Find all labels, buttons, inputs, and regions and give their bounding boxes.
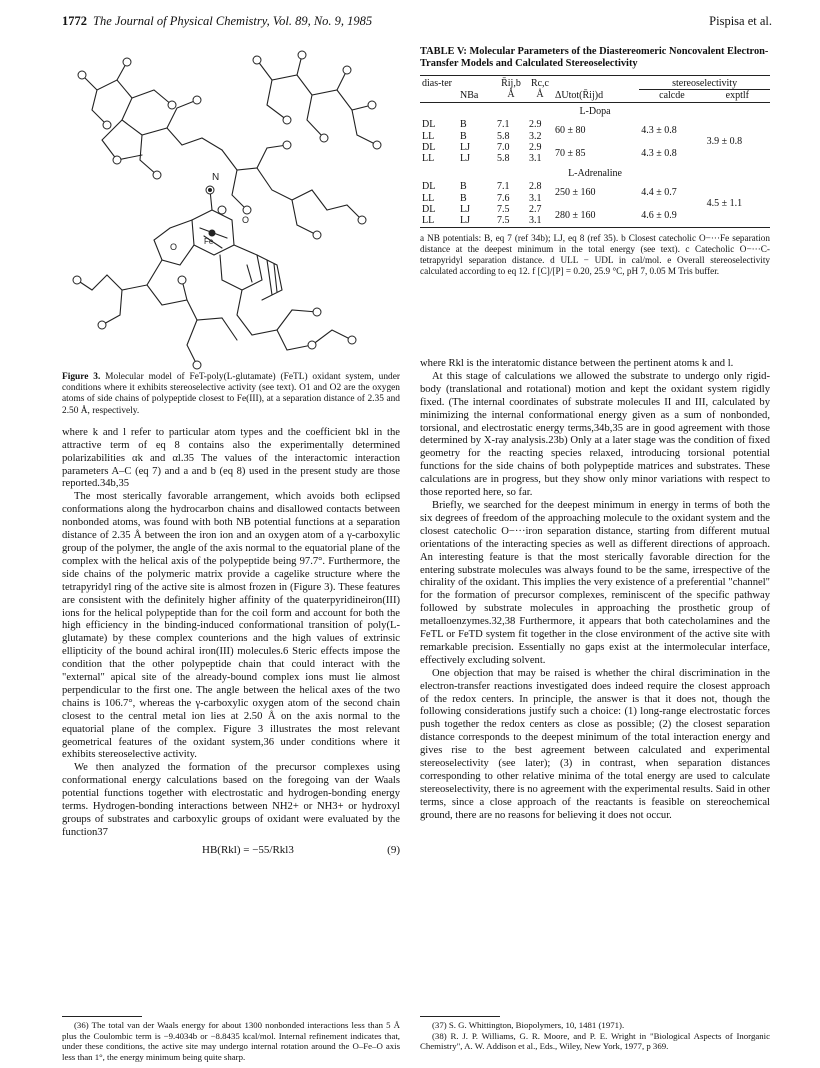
table-row: LL B 7.6 3.1 — [422, 192, 542, 204]
col-header-stereoselectivity: stereoselectivity — [639, 76, 770, 90]
figure-3-caption: Figure 3. Molecular model of FeT-poly(L-glutamate) (FeTL) oxidant system, under conditions where it exhibits stereoselective activity (see text). O1 and O2 are the oxygen atoms of side chains of polypeptide closest to Fe(III), at a separation distance of 2.35 and 2.50 Å, respectively. — [62, 372, 401, 416]
table-row: DL LJ 7.5 2.7 280 ± 160 4.6 ± 0.9 — [422, 204, 677, 221]
col-header-nb: NBa — [460, 90, 479, 101]
table-row: DL LJ 7.0 2.9 70 ± 85 4.3 ± 0.8 — [422, 142, 677, 159]
col-header-diaster: dias-ter — [422, 78, 452, 89]
paragraph: The most sterically favorable arrangement, which avoids both eclipsed conformations along the hydrocarbon chains and disallowed contacts between nonbonded atoms, was found with both NB potential functions at a separation distance of 2.35 Å between the iron ion and an oxygen atom of a γ-carboxylic group of the polymer, the angle of the axis normal to the equatorial plane of the complex with the helical axis of the polypeptide being 97.7°. Furthermore, the side chains of the polymeric matrix provide a cagelike structure where the tetrapyridyl ring of the active site is almost frozen in (Figure 3). These features are consistent with the definitely higher affinity of the quaterpyridineiron(III) ions for the helical polypeptide than for the coil form and account for both the high efficiency in the binding-induced conformational transition of poly(L-glutamate) by these complex counterions and the high values of extrinsic ellipticity of the bound achiral iron(III) molecules.6 Steric effects impose the condition that the other polypeptide chain that could interact with the "external" apical site of the already-bound complex ions must lie almost perpendicular to the first one. The angle between the helical axes of the two chains is 106.7°, whereas the γ-carboxylic oxygen atom of the second chain closest to the central metal ion lies at 2.50 Å on the axis normal to the equatorial plane of the complex. Figure 3 illustrates the most relevant geometrical features of the oxidant system,36 under conditions where it exhibits stereoselective activity. — [62, 491, 400, 761]
table-footnotes: a NB potentials: B, eq 7 (ref 34b); LJ, eq 8 (ref 35). b Closest catecholic O−···Fe separation distance at the deepest minimum in the total energy (see text). c Catecholic O−···C-tetrapyridyl separation distance. d ULL − UDL in cal/mol. e Overall stereoselectivity calculated according to eq 12. f [C]/[P] = 0.20, 25.9 °C, pH 7, 0.05 M Tris buffer. — [420, 232, 770, 276]
footnote-rule — [62, 1016, 142, 1017]
atom-label-n: N — [212, 172, 220, 183]
footnote-rule — [420, 1016, 500, 1017]
paragraph: Briefly, we searched for the deepest minimum in energy in terms of both the six degrees of freedom of the approaching molecule to the oxidant system and the closest catecholic O−···iron separation distance, starting from different mutual orientations of the interacting species as well as different directions of approach. An interesting feature is that the most sterically favorable direction for the entering substrate molecules was always found to be the same, irrespective of the chirality of the oxidant. This implies the very existence of a preferential "channel" for the formation of precursor complexes, reminiscent of the specific pathway followed by substrate molecules in approaching the prosthetic group of metalloenzymes.32,38 Furthermore, it appears that both catecholamines and the FeTL or FeTD system fit together in the close environment of the active site with remarkable precision. Essentially no gaps exist at the intermolecular interface, effectively excluding solvent. — [420, 499, 770, 666]
col-header-dutot: ΔUtot(R̄ij)d — [554, 90, 604, 101]
col-header-rc: Rc,c Å — [530, 78, 549, 101]
page-number: 1772 — [62, 14, 87, 28]
atom-label-o2: O — [170, 242, 178, 252]
section-name: L-Dopa — [420, 102, 770, 119]
atom-label-fe: Fe — [204, 237, 214, 246]
data-table — [420, 75, 770, 228]
figure-3-molecular-model — [62, 50, 392, 370]
col-header-exptl: exptlf — [725, 90, 749, 102]
paragraph: At this stage of calculations we allowed the substrate to undergo only rigid-body (translational and rotational) motion and kept the oxidant system rigidly fixed. (The internal coordinates of substrate molecules II and III, calculated by minimizing the internal conformational energy given as a sum of nonbonded, torsional, and electrostatic energy terms,34b,35 are in good agreement with those determined by X-ray analysis.23b) Only at a later stage was the condition of fixed geometry for the reacting species relaxed, introducing torsional potential functions for the side chains of both polypeptide matrices and substrates. These calculations are in progress, but they show only minor variations with respect to those reported here, so far. — [420, 370, 770, 499]
left-column — [62, 372, 400, 860]
paragraph: We then analyzed the formation of the precursor complexes using conformational energy calculations based on the foregoing van der Waals potential functions together with electrostatic and hydrogen-bonding energy terms. Hydrogen-bonding interactions between NH2+ or NH3+ or hydroxyl groups of substrates and carboxylic groups of oxidant were evaluated by the function37 — [62, 762, 400, 838]
table-v — [420, 46, 770, 277]
table-title: TABLE V: Molecular Parameters of the Diastereomeric Noncovalent Electron-Transfer Models and Calculated Stereoselectivity — [420, 46, 769, 69]
paragraph: where Rkl is the interatomic distance between the pertinent atoms k and l. — [420, 358, 734, 369]
table-row: LL LJ 7.5 3.1 — [420, 215, 770, 227]
paragraph: One objection that may be raised is whether the chiral discrimination in the electron-transfer reactions investigated does indeed require the closest approach of the redox centers. In principle, the answer is that it does not, though the following considerations justify such a choice: (1) long-range electrostatic forces push together the redox centers as close as possible; (2) the closest separation distance corresponds to the deepest minimum of the total interaction energy and gives rise to the best agreement between calculated and experimental stereoselectivity (see later); (3) in contrast, when separation distances corresponding to other relative minima of the total energy are used to calculate stereoselectivity, there is no agreement with the experimental results. Said in other terms, since a close approach of the reactants is feasible on stereochemical ground, there are no reasons for believing it does not occur. — [420, 667, 770, 821]
section-name: L-Adrenaline — [568, 167, 622, 179]
table-row: LL LJ 5.8 3.1 — [422, 153, 542, 165]
footnote-36: (36) The total van der Waals energy for about 1300 nonbonded interactions less than 5 Å plus the Coulombic term is −9.4034b or −8.8435 kcal/mol. Internal refinement indicates that, under these conditions, the active site may undergo internal rotation around the O–Fe–O axis less than 1°, the energy minimum being quite sharp. — [62, 1020, 400, 1062]
col-header-rij: R̄ij,b Å — [501, 78, 521, 101]
table-row: DL B 7.1 2.9 60 ± 80 4.3 ± 0.8 3.9 ± 0.8 — [422, 119, 743, 148]
table-row: LL B 5.8 3.2 — [422, 130, 542, 142]
author-running-head: Pispisa et al. — [709, 14, 772, 28]
right-column — [420, 358, 770, 823]
paragraph: where k and l refer to particular atom types and the coefficient bkl in the attractive term of eq 8 contains also the experimentally determined polarizabilities αk and αl.35 The values of the interactomic interaction parameters A–C (eq 7) and a and b (eq 8) used in the present study are those reported.34b,35 — [62, 426, 400, 490]
col-header-calcd: calcde — [659, 90, 685, 102]
equation-9: HB(Rkl) = −55/Rkl3 (9) — [202, 843, 400, 856]
footnotes-37-38: (37) S. G. Whittington, Biopolymers, 10, 1481 (1971). (38) R. J. P. Williams, G. R. Moore, and P. E. Wright in "Biological Aspects of Inorganic Chemistry", A. W. Addison et al., Eds., Wiley, New York, 1977, p 369. — [420, 1020, 770, 1052]
journal-citation: The Journal of Physical Chemistry, Vol. 89, No. 9, 1985 — [93, 14, 373, 28]
table-row: DL B 7.1 2.8 250 ± 160 4.4 ± 0.7 4.5 ± 1.1 — [422, 181, 743, 210]
running-header — [62, 14, 772, 30]
atom-label-o1: O — [242, 215, 250, 225]
